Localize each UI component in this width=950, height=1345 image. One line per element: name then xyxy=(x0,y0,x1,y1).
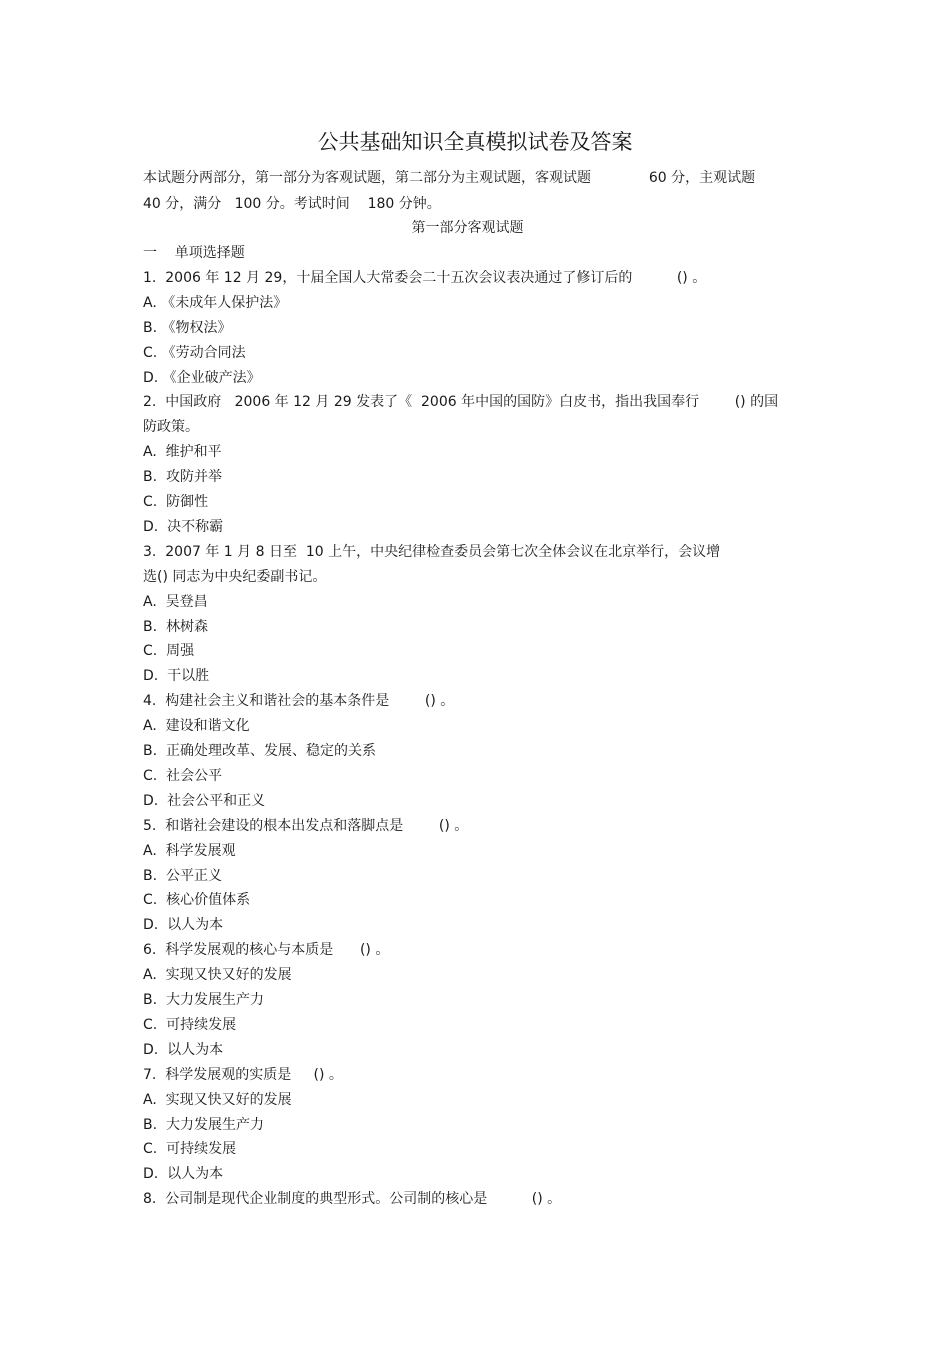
question-4-option: D. 社会公平和正义 xyxy=(143,793,266,809)
question-7-option: B. 大力发展生产力 xyxy=(143,1117,264,1133)
question-4-option: B. 正确处理改革、发展、稳定的关系 xyxy=(143,743,376,759)
intro-line-1: 本试题分两部分，第一部分为客观试题，第二部分为主观试题，客观试题 60 分，主观试题 xyxy=(143,170,756,186)
question-6-stem-line: 6. 科学发展观的核心与本质是 () 。 xyxy=(143,942,390,958)
intro-line-2: 40 分，满分 100 分。考试时间 180 分钟。 xyxy=(143,196,441,212)
question-3-option: D. 干以胜 xyxy=(143,668,210,684)
question-4-stem-line: 4. 构建社会主义和谐社会的基本条件是 () 。 xyxy=(143,693,455,709)
question-5-option: C. 核心价值体系 xyxy=(143,892,251,908)
question-3-stem-line: 3. 2007 年 1 月 8 日至 10 上午，中央纪律检查委员会第七次全体会议在北京举行，会议增 xyxy=(143,544,721,560)
question-7-option: A. 实现又快又好的发展 xyxy=(143,1092,292,1108)
document-title: 公共基础知识全真模拟试卷及答案 xyxy=(317,130,633,154)
question-5-option: B. 公平正义 xyxy=(143,868,222,884)
question-2-option: B. 攻防并举 xyxy=(143,469,222,485)
question-6-option: A. 实现又快又好的发展 xyxy=(143,967,292,983)
question-1-option: A. 《未成年人保护法》 xyxy=(143,295,288,311)
question-4-option: A. 建设和谐文化 xyxy=(143,718,250,734)
question-1-stem-line: 1. 2006 年 12 月 29，十届全国人大常委会二十五次会议表决通过了修订后的 () 。 xyxy=(143,270,707,286)
question-8-stem-line: 8. 公司制是现代企业制度的典型形式。公司制的核心是 () 。 xyxy=(143,1191,562,1207)
question-7-stem-line: 7. 科学发展观的实质是 () 。 xyxy=(143,1067,343,1083)
question-2-stem-line: 2. 中国政府 2006 年 12 月 29 发表了《 2006 年中国的国防》白皮书，指出我国奉行 () 的国 xyxy=(143,394,779,410)
question-6-option: C. 可持续发展 xyxy=(143,1017,237,1033)
question-7-option: C. 可持续发展 xyxy=(143,1141,237,1157)
question-6-option: B. 大力发展生产力 xyxy=(143,992,264,1008)
question-6-option: D. 以人为本 xyxy=(143,1042,224,1058)
question-4-option: C. 社会公平 xyxy=(143,768,223,784)
section-heading: 一 单项选择题 xyxy=(143,245,245,261)
question-1-option: C. 《劳动合同法 xyxy=(143,345,246,361)
question-2-stem-line: 防政策。 xyxy=(143,419,199,435)
question-3-option: C. 周强 xyxy=(143,643,195,659)
question-3-option: A. 吴登昌 xyxy=(143,594,208,610)
question-5-stem-line: 5. 和谐社会建设的根本出发点和落脚点是 () 。 xyxy=(143,818,469,834)
part-heading: 第一部分客观试题 xyxy=(411,220,524,236)
question-2-option: A. 维护和平 xyxy=(143,444,222,460)
question-2-option: C. 防御性 xyxy=(143,494,209,510)
question-7-option: D. 以人为本 xyxy=(143,1166,224,1182)
question-3-option: B. 林树森 xyxy=(143,619,208,635)
question-1-option: B. 《物权法》 xyxy=(143,320,232,336)
question-5-option: A. 科学发展观 xyxy=(143,843,236,859)
question-3-stem-line: 选() 同志为中央纪委副书记。 xyxy=(143,569,327,585)
question-2-option: D. 决不称霸 xyxy=(143,519,224,535)
question-5-option: D. 以人为本 xyxy=(143,917,224,933)
question-1-option: D. 《企业破产法》 xyxy=(143,370,261,386)
